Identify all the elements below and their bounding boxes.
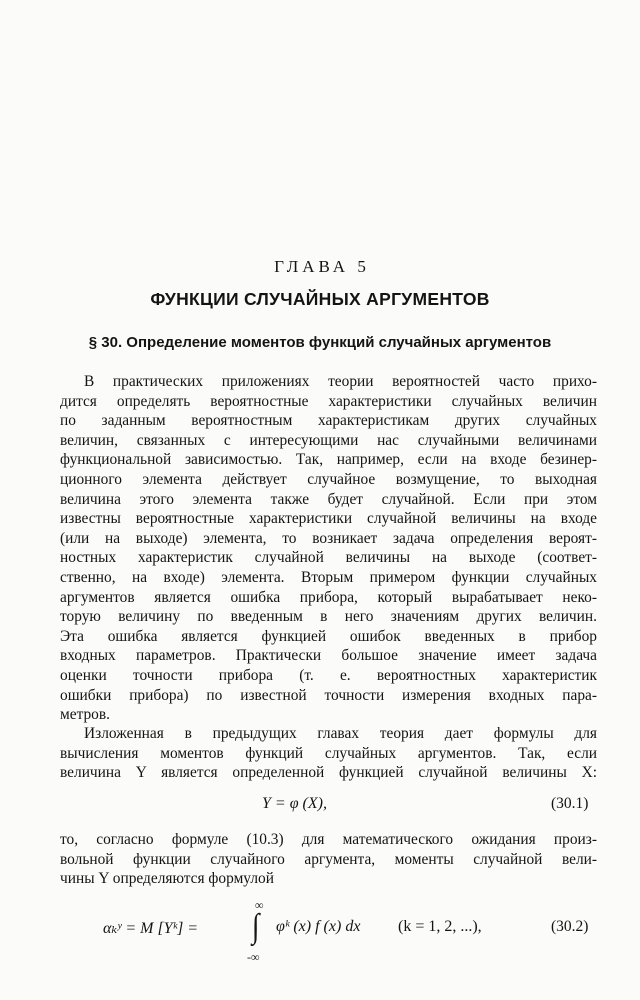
chapter-title: ФУНКЦИИ СЛУЧАЙНЫХ АРГУМЕНТОВ xyxy=(150,289,490,309)
text-line: Эта ошибка является функцией ошибок введенных в прибор xyxy=(60,627,597,645)
text-line: Изложенная в предыдущих главах теория дает формулы для xyxy=(84,725,597,742)
text-line: В практических приложениях теории вероятностей часто прихо- xyxy=(84,373,597,390)
text-line: дится определять вероятностные характеристики случайных величин xyxy=(60,392,597,410)
equation-range: (k = 1, 2, ...), xyxy=(398,918,482,935)
integral-upper-limit: ∞ xyxy=(255,898,264,912)
equation-lhs: αₖʸ = M [Yᵏ] = xyxy=(103,920,199,937)
paragraph-1 xyxy=(60,372,597,725)
integral-lower-limit: -∞ xyxy=(247,950,260,964)
text-line: величина этого элемента также будет случайной. Если при этом xyxy=(60,490,597,508)
equation-30-1: Y = φ (X), xyxy=(262,795,327,812)
section-title: § 30. Определение моментов функций случайных аргументов xyxy=(88,334,552,351)
text-line: ственно, на входе) элемента. Вторым примером функции случайных xyxy=(60,568,597,586)
text-line: ностных характеристик случайной величины на выходе (соответ- xyxy=(60,549,597,567)
paragraph-3 xyxy=(60,830,597,889)
equation-number-30-1: (30.1) xyxy=(551,795,589,812)
text-line: торую величину по введенным в него значениям других величин. xyxy=(60,608,597,626)
text-line: величин, связанных с интересующими нас случайными величинами xyxy=(60,431,597,449)
text-line: чины Y определяются формулой xyxy=(60,870,274,888)
text-line: величина Y является определенной функцией случайной величины X: xyxy=(60,764,597,782)
paragraph-2 xyxy=(60,724,597,783)
text-line: известны вероятностные характеристики случайной величины на входе xyxy=(60,510,597,528)
text-line: вычисления моментов функций случайных аргументов. Так, если xyxy=(60,744,597,762)
text-line: аргументов является ошибка прибора, который вырабатывает неко- xyxy=(60,588,597,606)
text-line: метров. xyxy=(60,706,110,724)
chapter-label: ГЛАВА 5 xyxy=(274,257,370,276)
integral-icon: ∫ xyxy=(251,908,260,945)
text-line: функциональной зависимостью. Так, например, если на входе безинер- xyxy=(60,451,597,469)
text-line: вольной функции случайного аргумента, моменты случайной вели- xyxy=(60,850,597,868)
text-line: оценки точности прибора (т. е. вероятностных характеристик xyxy=(60,666,597,684)
text-line: входных параметров. Практически большое значение имеет задача xyxy=(60,647,597,665)
text-line: (или на выходе) элемента, то возникает задача определения вероят- xyxy=(60,529,597,547)
text-line: по заданным вероятностным характеристикам других случайных xyxy=(60,412,597,430)
equation-number-30-2: (30.2) xyxy=(551,918,589,935)
text-line: то, согласно формуле (10.3) для математического ожидания произ- xyxy=(60,831,597,848)
equation-integrand: φᵏ (x) f (x) dx xyxy=(276,918,361,935)
text-line: ционного элемента действует случайное возмущение, то выходная xyxy=(60,470,597,488)
text-line: ошибки прибора) по известной точности измерения входных пара- xyxy=(60,686,597,704)
